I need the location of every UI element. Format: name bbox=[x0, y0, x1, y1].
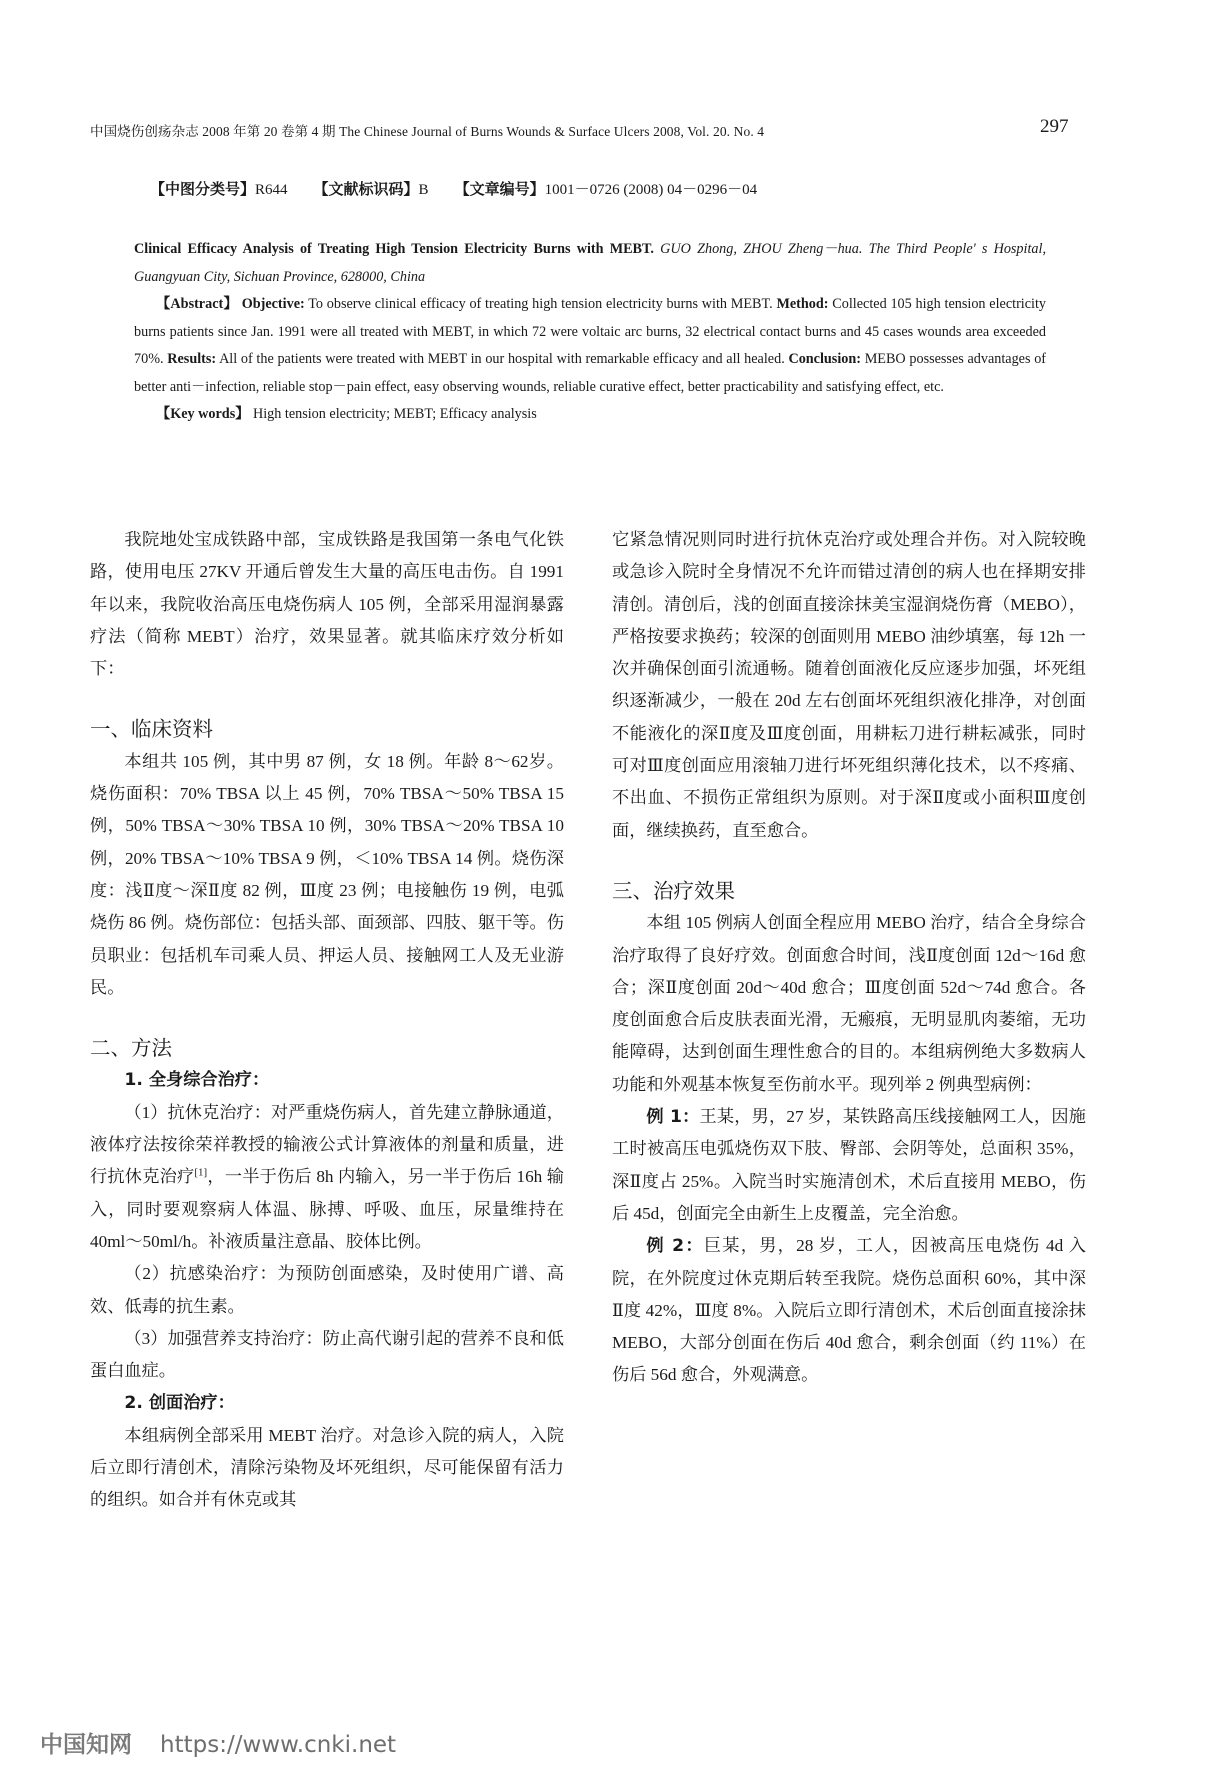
case-1-label: 例 1： bbox=[646, 1107, 700, 1128]
section-heading-results: 三、治疗效果 bbox=[612, 878, 735, 903]
classification-line bbox=[150, 178, 757, 199]
anti-shock-text-b: ，一半于伤后 8h 内输入，另一半于伤后 16h 输入，同时要观察病人体温、脉搏、呼吸、血压，尿量维持在 40ml～50ml/h。补液质量注意晶、胶体比例。 bbox=[90, 1167, 564, 1251]
english-abstract bbox=[134, 291, 1046, 401]
doc-code-label: 【文献标识码】 bbox=[313, 180, 419, 198]
objective-label: Objective: bbox=[241, 296, 305, 312]
section-heading-methods: 二、方法 bbox=[90, 1036, 172, 1061]
case-1-text: 王某，男，27 岁，某铁路高压线接触网工人，因施工时被高压电弧烧伤双下肢、臀部、会阴等处，总面积 35%，深Ⅱ度占 25%。入院当时实施清创术，术后直接用 MEBO，伤后 45d，创面完全由新生上皮覆盖，完全治愈。 bbox=[612, 1107, 1086, 1223]
method-label: Method: bbox=[776, 296, 829, 312]
article-number-label: 【文章编号】 bbox=[454, 180, 545, 198]
conclusion-text: MEBO possesses advantages of better anti－infection, reliable stop－pain effect, easy observing wounds, reliable curative effect, better practicability and satisfying effect, etc. bbox=[134, 351, 1047, 395]
clc-value: R644 bbox=[255, 182, 288, 198]
keywords-label: 【Key words】 bbox=[156, 406, 250, 422]
page-number: 297 bbox=[1040, 116, 1069, 137]
body-column-left bbox=[90, 524, 564, 1517]
citation-ref: [1] bbox=[194, 1166, 208, 1179]
body-column-right bbox=[612, 524, 1086, 1392]
subheading-systemic-treatment: 1. 全身综合治疗： bbox=[124, 1070, 270, 1091]
wound-treatment-continued: 它紧急情况则同时进行抗休克治疗或处理合并伤。对入院较晚或急诊入院时全身情况不允许而错过清创的病人也在择期安排清创。清创后，浅的创面直接涂抹美宝湿润烧伤膏（MEBO），严格按要求换药；较深的创面则用 MEBO 油纱填塞，每 12h 一次并确保创面引流通畅。随着创面液化反应逐步加强，坏死组织逐渐减少，一般在 20d 左右创面坏死组织液化排净，对创面不能液化的深Ⅱ度及Ⅲ度创面，用耕耘刀进行耕耘减张，同时可对Ⅲ度创面应用滚轴刀进行坏死组织薄化技术，以不疼痛、不出血、不损伤正常组织为原则。对于深Ⅱ度或小面积Ⅲ度创面，继续换药，直至愈合。 bbox=[612, 530, 1086, 840]
english-title-line bbox=[134, 236, 1046, 291]
wound-treatment-paragraph: 本组病例全部采用 MEBT 治疗。对急诊入院的病人，入院后立即行清创术，清除污染物及坏死组织，尽可能保留有活力的组织。如合并有休克或其 bbox=[90, 1425, 564, 1510]
anti-shock-text-a: （1）抗休克治疗：对严重烧伤病人，首先建立静脉通道，液体疗法按徐荣祥教授的输液公式计算液体的剂量和质量，进行抗休克治疗 bbox=[90, 1102, 564, 1187]
case-2-paragraph bbox=[612, 1230, 1086, 1391]
conclusion-label: Conclusion: bbox=[788, 351, 861, 367]
objective-text: To observe clinical efficacy of treating high tension electricity burns with MEBT. bbox=[308, 296, 773, 312]
anti-infection-paragraph: （2）抗感染治疗：为预防创面感染，及时使用广谱、高效、低毒的抗生素。 bbox=[90, 1264, 564, 1316]
results-paragraph: 本组 105 例病人创面全程应用 MEBO 治疗，结合全身综合治疗取得了良好疗效。创面愈合时间，浅Ⅱ度创面 12d～16d 愈合；深Ⅱ度创面 20d～40d 愈合；Ⅲ度创面 52d～74d 愈合。各度创面愈合后皮肤表面光滑，无瘢痕，无明显肌肉萎缩，无功能障碍，达到创面生理性愈合的目的。本组病例绝大多数病人功能和外观基本恢复至伤前水平。现列举 2 例典型病例： bbox=[612, 913, 1086, 1094]
results-text: All of the patients were treated with MEBT in our hospital with remarkable efficacy and all healed. bbox=[219, 351, 785, 367]
clc-label: 【中图分类号】 bbox=[150, 180, 256, 198]
english-title: Clinical Efficacy Analysis of Treating High Tension Electricity Burns with MEBT. bbox=[134, 241, 654, 257]
case-2-label: 例 2： bbox=[646, 1236, 704, 1257]
cnki-url: https://www.cnki.net bbox=[160, 1732, 397, 1758]
english-authors: GUO Zhong, ZHOU Zheng－hua. The Third People' s Hospital, Guangyuan City, Sichuan Province, 628000, China bbox=[134, 241, 1046, 285]
case-1-paragraph bbox=[612, 1101, 1086, 1230]
intro-paragraph: 我院地处宝成铁路中部，宝成铁路是我国第一条电气化铁路，使用电压 27KV 开通后曾发生大量的高压电击伤。自 1991 年以来，我院收治高压电烧伤病人 105 例，全部采用湿润暴露疗法（简称 MEBT）治疗，效果显著。就其临床疗效分析如下： bbox=[90, 530, 564, 679]
clinical-data-paragraph: 本组共 105 例，其中男 87 例，女 18 例。年龄 8～62岁。烧伤面积：70% TBSA 以上 45 例，70% TBSA～50% TBSA 15 例，50% TBSA～30% TBSA 10 例，30% TBSA～20% TBSA 10 例，20% TBSA～10% TBSA 9 例，＜10% TBSA 14 例。烧伤深度：浅Ⅱ度～深Ⅱ度 82 例，Ⅲ度 23 例；电接触伤 19 例，电弧烧伤 86 例。烧伤部位：包括头部、面颈部、四肢、躯干等。伤员职业：包括机车司乘人员、押运人员、接触网工人及无业游民。 bbox=[90, 751, 564, 997]
article-number-value: 1001－0726 (2008) 04－0296－04 bbox=[544, 182, 758, 198]
cnki-watermark bbox=[40, 1726, 396, 1759]
method-text: Collected 105 high tension electricity burns patients since Jan. 1991 were all treated with MEBT, in which 72 were voltaic arc burns, 32 electrical contact burns and 45 cases wounds area exceeded 70%. bbox=[134, 296, 1047, 367]
section-heading-clinical-data: 一、临床资料 bbox=[90, 717, 213, 742]
cnki-logo: 中国知网 bbox=[40, 1732, 132, 1758]
anti-shock-paragraph bbox=[90, 1097, 564, 1258]
abstract-label: 【Abstract】 bbox=[156, 296, 238, 312]
english-abstract-block bbox=[134, 236, 1046, 429]
running-header: 中国烧伤创疡杂志 2008 年第 20 卷第 4 期 The Chinese Journal of Burns Wounds & Surface Ulcers 2008, Vol. 20. No. 4 bbox=[90, 124, 765, 139]
case-2-text: 巨某，男，28 岁，工人，因被高压电烧伤 4d 入院，在外院度过休克期后转至我院。烧伤总面积 60%，其中深Ⅱ度 42%，Ⅲ度 8%。入院后立即行清创术，术后创面直接涂抹 MEBO，大部分创面在伤后 40d 愈合，剩余创面（约 11%）在伤后 56d 愈合，外观满意。 bbox=[612, 1236, 1086, 1385]
keywords-text: High tension electricity; MEBT; Efficacy analysis bbox=[252, 406, 537, 422]
results-label: Results: bbox=[167, 351, 217, 367]
english-keywords bbox=[134, 401, 1046, 429]
doc-code-value: B bbox=[418, 182, 429, 198]
subheading-wound-treatment: 2. 创面治疗： bbox=[124, 1393, 235, 1414]
nutrition-paragraph: （3）加强营养支持治疗：防止高代谢引起的营养不良和低蛋白血症。 bbox=[90, 1328, 564, 1381]
